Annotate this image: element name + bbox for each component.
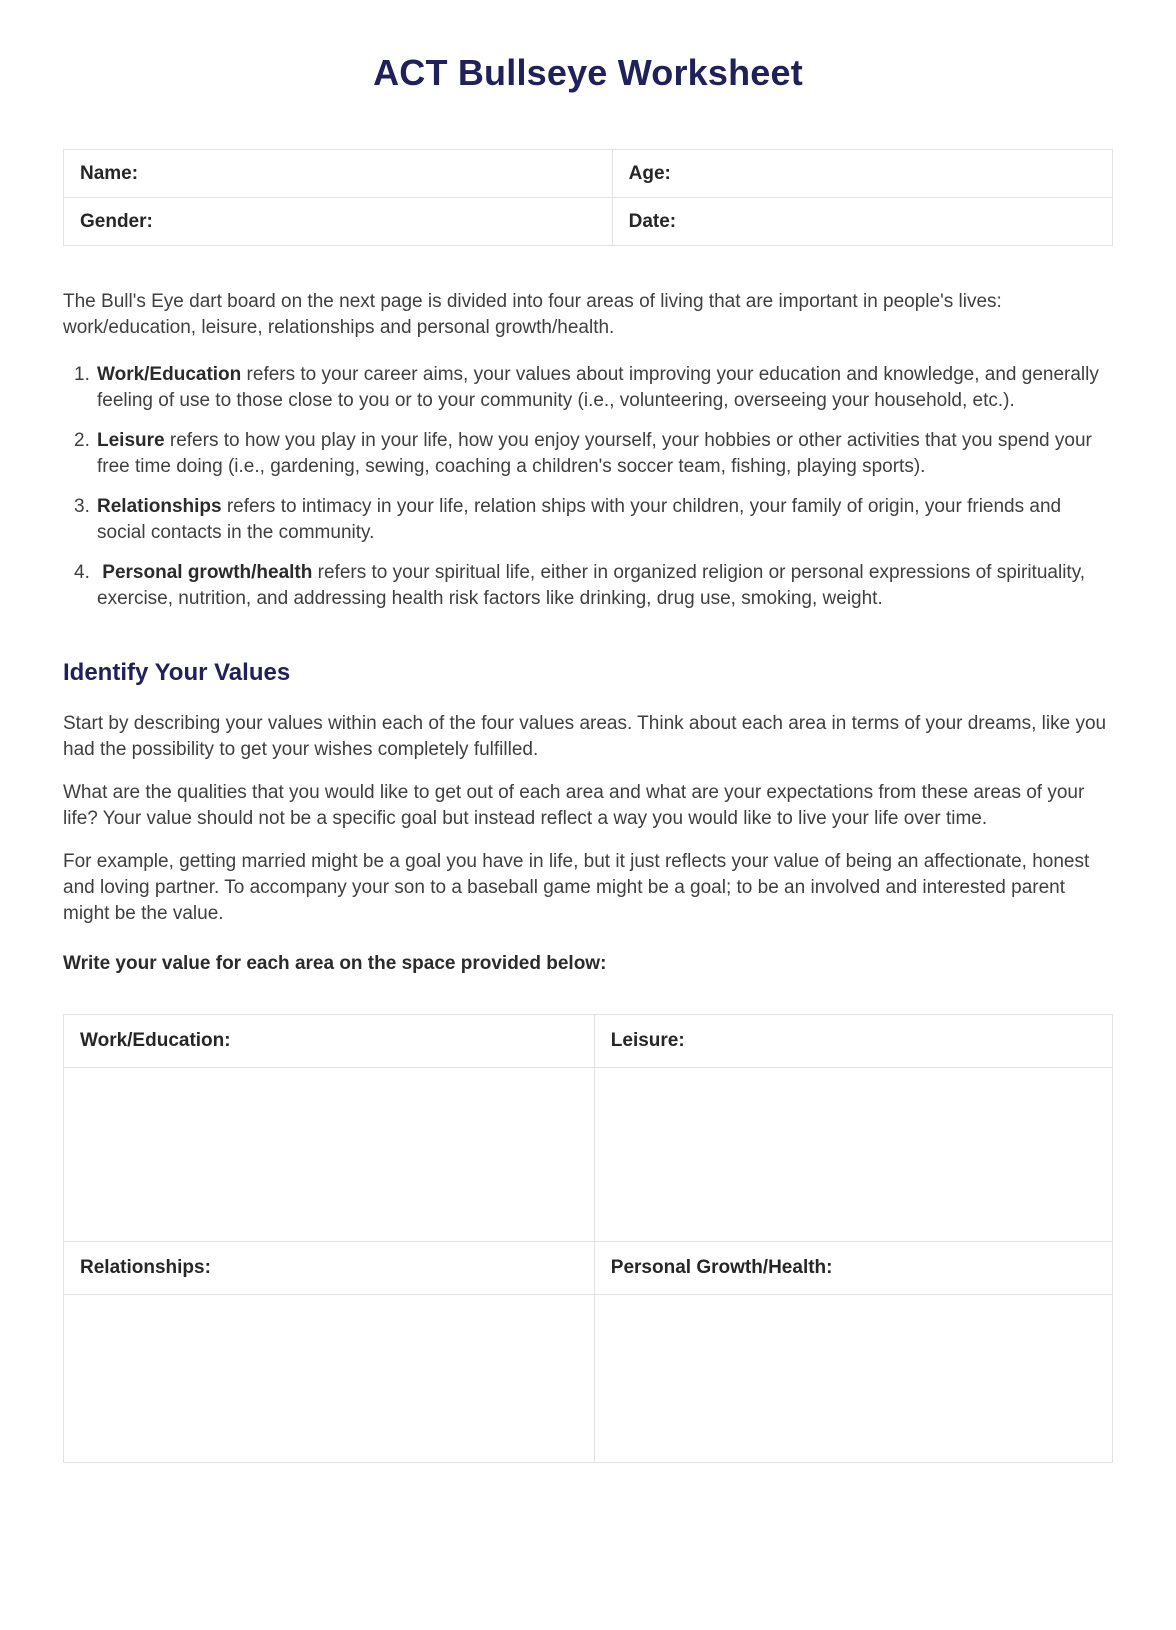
list-item-number: 3. bbox=[74, 496, 90, 517]
gender-field[interactable] bbox=[64, 198, 613, 246]
page-title: ACT Bullseye Worksheet bbox=[373, 52, 803, 93]
age-label: Age: bbox=[628, 162, 671, 184]
values-table-input-row bbox=[64, 1295, 1113, 1463]
areas-list bbox=[63, 362, 1113, 612]
list-item-text: refers to your spiritual life, either in organized religion or personal expressions of spirituality, exercise, nutrition, and addressing health risk factors like drinking, drug use, smoking, weight. bbox=[97, 562, 1086, 609]
section-heading-identify-your-values: Identify Your Values bbox=[63, 659, 291, 686]
info-table bbox=[63, 149, 1113, 246]
personal-growth-health-input-area[interactable] bbox=[594, 1295, 1112, 1463]
list-item-text: refers to intimacy in your life, relation ships with your children, your family of origin, your friends and social contacts in the community. bbox=[97, 496, 1062, 543]
leisure-input-area[interactable] bbox=[594, 1068, 1112, 1242]
values-table-header-row bbox=[64, 1242, 1113, 1295]
values-table bbox=[63, 1014, 1113, 1463]
leisure-header-cell bbox=[594, 1015, 1112, 1068]
paragraph-example: For example, getting married might be a goal you have in life, but it just reflects your value of being an affectionate, honest and loving partner. To accompany your son to a baseball game might be a goal; to be an involved and interested parent might be the value. bbox=[63, 851, 1090, 924]
list-item-personal-growth-health bbox=[63, 560, 1113, 612]
date-label: Date: bbox=[628, 210, 677, 232]
info-table-row bbox=[64, 150, 1113, 198]
list-item-term: Work/Education bbox=[97, 364, 242, 385]
list-item-number: 1. bbox=[74, 364, 90, 385]
gender-label: Gender: bbox=[80, 210, 153, 232]
list-item-text: refers to how you play in your life, how you enjoy yourself, your hobbies or other activities that you spend your free time doing (i.e., gardening, sewing, coaching a children's soccer team, fishing, playing sports). bbox=[97, 430, 1092, 477]
list-item-term: Relationships bbox=[97, 496, 222, 517]
relationships-input-area[interactable] bbox=[64, 1295, 595, 1463]
info-table-row bbox=[64, 198, 1113, 246]
list-item-number: 2. bbox=[74, 430, 90, 451]
work-education-label: Work/Education: bbox=[80, 1030, 231, 1051]
list-item-relationships bbox=[63, 494, 1113, 546]
name-label: Name: bbox=[80, 162, 139, 184]
name-field[interactable] bbox=[64, 150, 613, 198]
paragraph-qualities: What are the qualities that you would like to get out of each area and what are your expectations from these areas of your life? Your value should not be a specific goal but instead reflect a way you would like to live your life over time. bbox=[63, 782, 1085, 829]
list-item-term: Personal growth/health bbox=[97, 562, 313, 583]
age-field[interactable] bbox=[612, 150, 1112, 198]
personal-growth-health-label: Personal Growth/Health: bbox=[610, 1257, 833, 1278]
values-table-input-row bbox=[64, 1068, 1113, 1242]
relationships-label: Relationships: bbox=[80, 1257, 211, 1278]
leisure-label: Leisure: bbox=[610, 1030, 685, 1051]
work-education-input-area[interactable] bbox=[64, 1068, 595, 1242]
instruction-text: Write your value for each area on the space provided below: bbox=[63, 953, 607, 974]
values-table-header-row bbox=[64, 1015, 1113, 1068]
intro-paragraph: The Bull's Eye dart board on the next page is divided into four areas of living that are important in people's lives: work/education, leisure, relationships and personal growth/health. bbox=[63, 291, 1002, 338]
list-item-term: Leisure bbox=[97, 430, 165, 451]
list-item-number: 4. bbox=[74, 562, 90, 583]
relationships-header-cell bbox=[64, 1242, 595, 1295]
list-item-work-education bbox=[63, 362, 1113, 414]
list-item-leisure bbox=[63, 428, 1113, 480]
paragraph-describe-values: Start by describing your values within each of the four values areas. Think about each area in terms of your dreams, like you had the possibility to get your wishes completely fulfilled. bbox=[63, 713, 1107, 760]
list-item-text: refers to your career aims, your values about improving your education and knowledge, and generally feeling of use to those close to you or to your community (i.e., volunteering, overseeing your household, etc.). bbox=[97, 364, 1099, 411]
personal-growth-health-header-cell bbox=[594, 1242, 1112, 1295]
date-field[interactable] bbox=[612, 198, 1112, 246]
work-education-header-cell bbox=[64, 1015, 595, 1068]
